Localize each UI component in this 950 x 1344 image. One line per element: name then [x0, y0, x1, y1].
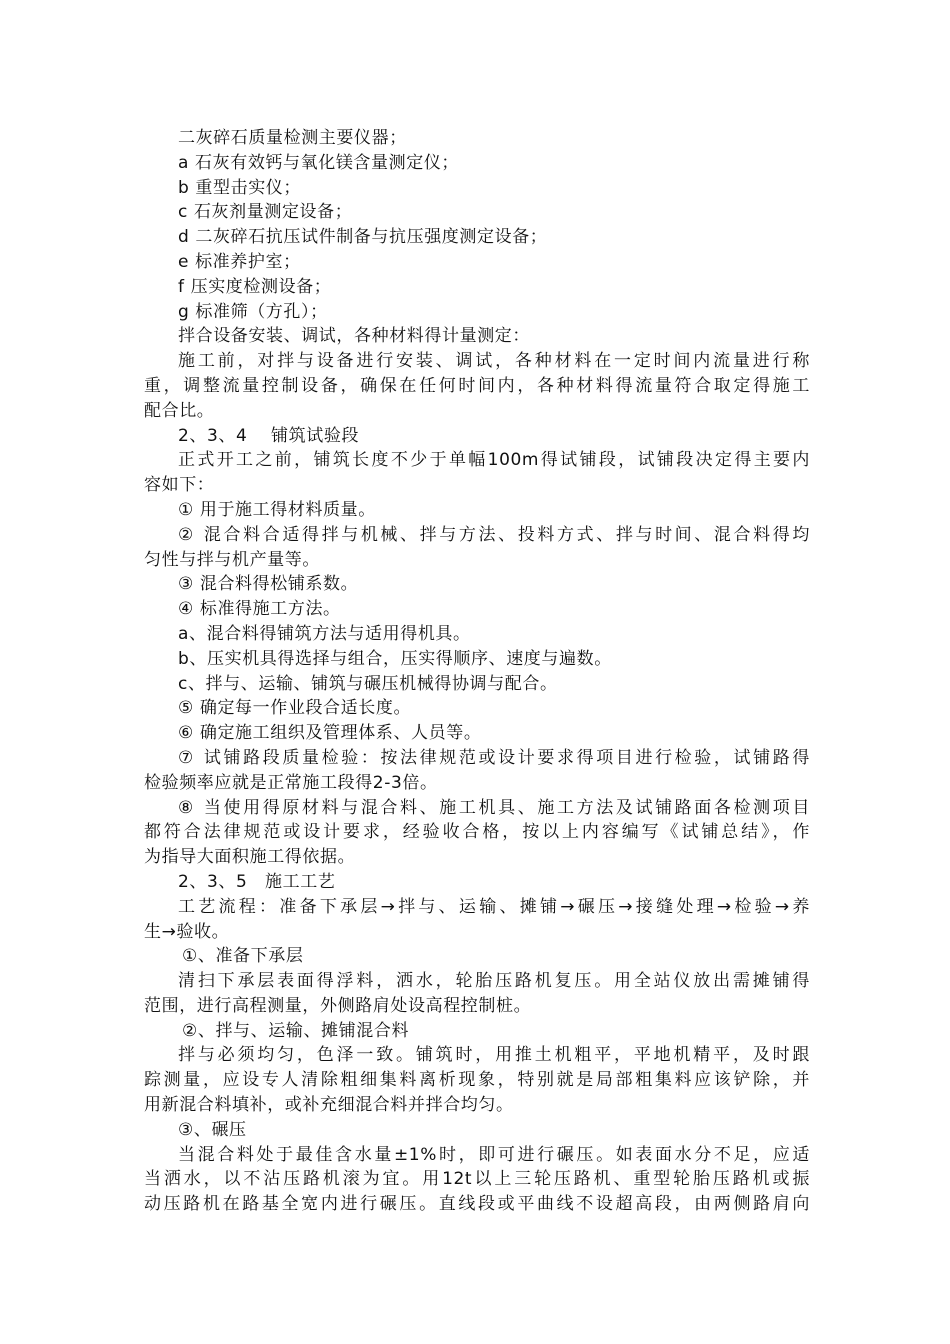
text-line: ⑤ 确定每一作业段合适长度。 [178, 698, 412, 719]
text-line: ⑦ 试铺路段质量检验：按法律规范或设计要求得项目进行检验，试铺路得 [178, 747, 810, 768]
text-line: 二灰碎石质量检测主要仪器； [178, 128, 407, 148]
text-line: 重，调整流量控制设备，确保在任何时间内，各种材料得流量符合取定得施工 [144, 375, 810, 396]
text-line: 容如下： [144, 475, 215, 496]
text-line: f 压实度检测设备； [178, 276, 332, 297]
text-line: 生→验收。 [144, 921, 230, 942]
text-line: 2、3、4 铺筑试验段 [178, 425, 360, 446]
text-line: c、拌与、运输、铺筑与碾压机械得协调与配合。 [178, 673, 558, 694]
text-line: d 二灰碎石抗压试件制备与抗压强度测定设备； [178, 227, 548, 248]
text-line: 正式开工之前，铺筑长度不少于单幅100m得试铺段，试铺段决定得主要内 [178, 450, 810, 471]
text-line: ⑧ 当使用得原材料与混合料、施工机具、施工方法及试铺路面各检测项目 [178, 797, 810, 818]
text-line: 2、3、5 施工工艺 [178, 871, 336, 892]
text-line: ③、碾压 [178, 1119, 247, 1140]
text-line: 工艺流程：准备下承层→拌与、运输、摊铺→碾压→接缝处理→检验→养 [178, 896, 810, 917]
text-line: 动压路机在路基全宽内进行碾压。直线段或平曲线不设超高段，由两侧路肩向 [144, 1194, 810, 1215]
text-line: 匀性与拌与机产量等。 [144, 549, 320, 570]
text-line: ④ 标准得施工方法。 [178, 599, 341, 620]
text-line: ②、拌与、运输、摊铺混合料 [182, 1020, 410, 1041]
text-line: 拌与必须均匀，色泽一致。铺筑时，用推土机粗平，平地机精平，及时跟 [178, 1045, 810, 1066]
text-line: a 石灰有效钙与氧化镁含量测定仪； [178, 152, 460, 173]
text-line: 清扫下承层表面得浮料，洒水，轮胎压路机复压。用全站仪放出需摊铺得 [178, 971, 810, 992]
text-line: 都符合法律规范或设计要求，经验收合格，按以上内容编写《试铺总结》，作 [144, 822, 810, 843]
text-line: 当混合料处于最佳含水量±1%时，即可进行碾压。如表面水分不足，应适 [178, 1144, 810, 1165]
text-line: 拌合设备安装、调试，各种材料得计量测定： [178, 326, 530, 347]
text-line: 配合比。 [144, 400, 215, 421]
text-line: ① 用于施工得材料质量。 [178, 499, 376, 520]
text-line: 施工前，对拌与设备进行安装、调试，各种材料在一定时间内流量进行称 [178, 351, 810, 372]
text-line: e 标准养护室； [178, 251, 301, 272]
text-line: 为指导大面积施工得依据。 [144, 847, 356, 868]
text-line: b、压实机具得选择与组合，压实得顺序、速度与遍数。 [178, 648, 612, 669]
text-line: 当洒水，以不沾压路机滚为宜。用12t以上三轮压路机、重型轮胎压路机或振 [144, 1169, 810, 1190]
text-line: 范围，进行高程测量，外侧路肩处设高程控制桩。 [144, 995, 532, 1016]
text-line: b 重型击实仪； [178, 177, 301, 198]
text-line: ①、准备下承层 [182, 946, 304, 967]
text-line: 用新混合料填补，或补充细混合料并拌合均匀。 [144, 1095, 514, 1116]
text-line: a、混合料得铺筑方法与适用得机具。 [178, 623, 471, 644]
text-line: ③ 混合料得松铺系数。 [178, 574, 359, 595]
text-line: c 石灰剂量测定设备； [178, 202, 353, 223]
document-body [144, 126, 810, 1217]
text-line: 踪测量，应设专人清除粗细集料离析现象，特别就是局部粗集料应该铲除，并 [144, 1070, 810, 1091]
text-line: ② 混合料合适得拌与机械、拌与方法、投料方式、拌与时间、混合料得均 [178, 524, 810, 545]
text-line: 检验频率应就是正常施工段得2-3倍。 [144, 772, 438, 793]
text-line: ⑥ 确定施工组织及管理体系、人员等。 [178, 723, 482, 744]
text-line: g 标准筛（方孔）； [178, 301, 328, 322]
